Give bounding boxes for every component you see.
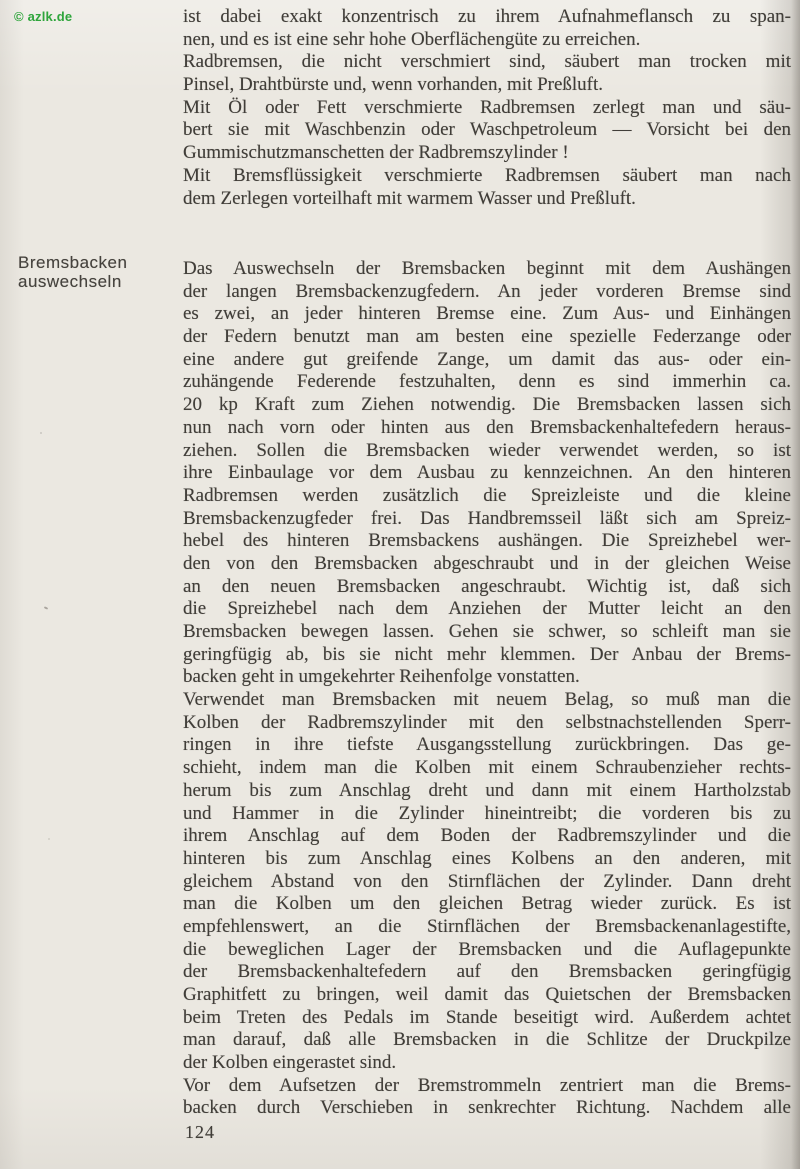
scan-speck xyxy=(40,432,42,434)
text-line: hebel des hinteren Bremsbackens aushängen. Die Spreizhebel wer- xyxy=(183,530,791,552)
page-number: 124 xyxy=(185,1122,215,1142)
text-line: Radbremsen, die nicht verschmiert sind, säubert man trocken mit xyxy=(183,51,791,73)
text-line: Mit Bremsflüssigkeit verschmierte Radbremsen säubert man nach xyxy=(183,164,791,186)
text-line: zuhängende Federende festzuhalten, denn es sind immerhin ca. xyxy=(183,371,791,393)
text-line: eine andere gut greifende Zange, um damit das aus- oder ein- xyxy=(183,348,791,370)
text-line: ihre Einbaulage vor dem Ausbau zu kennzeichnen. An den hinteren xyxy=(183,462,791,484)
text-line: ringen in ihre tiefste Ausgangsstellung zurückbringen. Das ge- xyxy=(183,734,791,756)
watermark-text: © azlk.de xyxy=(14,9,73,24)
scan-edge-shadow xyxy=(791,0,800,1169)
text-line: 20 kp Kraft zum Ziehen notwendig. Die Bremsbacken lassen sich xyxy=(183,394,791,416)
text-line: gleichem Abstand von den Stirnflächen der Zylinder. Dann dreht xyxy=(183,870,791,892)
text-line: schieht, indem man die Kolben mit einem Schraubenzieher rechts- xyxy=(183,757,791,779)
text-line: Das Auswechseln der Bremsbacken beginnt mit dem Aushängen xyxy=(183,258,791,279)
text-line: backen geht in umgekehrter Reihenfolge vonstatten. xyxy=(183,666,580,688)
text-line: Radbremsen werden zusätzlich die Spreizleiste und die kleine xyxy=(183,484,791,506)
text-line: empfehlenswert, an die Stirnflächen der Bremsbackenanlagestifte, xyxy=(183,915,791,937)
text-line: die beweglichen Lager der Bremsbacken und die Auflagepunkte xyxy=(183,938,791,960)
text-line: der Federn benutzt man am besten eine spezielle Federzange oder xyxy=(183,326,791,348)
text-line: der langen Bremsbackenzugfedern. An jeder vorderen Bremse sind xyxy=(183,280,791,302)
text-line: den von den Bremsbacken abgeschraubt und in der gleichen Weise xyxy=(183,552,791,574)
text-line: die Spreizhebel nach dem Anziehen der Mutter leicht an den xyxy=(183,598,791,620)
text-line: Mit Öl oder Fett verschmierte Radbremsen zerlegt man und säu- xyxy=(183,96,791,118)
text-line: man darauf, daß alle Bremsbacken in die Schlitze der Druckpilze xyxy=(183,1029,791,1051)
text-line: Kolben der Radbremszylinder mit den selbstnachstellenden Sperr- xyxy=(183,711,791,733)
text-line: und Hammer in die Zylinder hineintreibt; die vorderen bis zu xyxy=(183,802,791,824)
text-line: man die Kolben um den gleichen Betrag wieder zurück. Es ist xyxy=(183,893,791,915)
text-line: Verwendet man Bremsbacken mit neuem Belag, so muß man die xyxy=(183,689,791,711)
text-line: ziehen. Sollen die Bremsbacken wieder verwendet werden, so ist xyxy=(183,439,791,461)
text-line: beim Treten des Pedals im Stande beseitigt wird. Außerdem achtet xyxy=(183,1006,791,1028)
text-line: Vor dem Aufsetzen der Bremstrommeln zentriert man die Brems- xyxy=(183,1074,791,1096)
margin-note xyxy=(18,253,127,291)
text-line: ihrem Anschlag auf dem Boden der Radbremszylinder und die xyxy=(183,825,791,847)
text-line: Gummischutzmanschetten der Radbremszylinder ! xyxy=(183,142,569,164)
text-line: bert sie mit Waschbenzin oder Waschpetroleum — Vorsicht bei den xyxy=(183,119,791,141)
text-line: hinteren bis zum Anschlag eines Kolbens an den anderen, mit xyxy=(183,847,791,869)
text-line: an den neuen Bremsbacken angeschraubt. Wichtig ist, daß sich xyxy=(183,575,791,597)
margin-note-line-2: auswechseln xyxy=(18,272,122,291)
text-line: Bremsbacken bewegen lassen. Gehen sie schwer, so schleift man sie xyxy=(183,621,791,642)
text-line: herum bis zum Anschlag dreht und dann mit einem Hartholzstab xyxy=(183,779,791,801)
text-line: es zwei, an jeder hinteren Bremse eine. Zum Aus- und Einhängen xyxy=(183,303,791,325)
text-line: geringfügig ab, bis sie nicht mehr klemmen. Der Anbau der Brems- xyxy=(183,643,791,665)
text-block-main xyxy=(183,258,791,1120)
text-line: nen, und es ist eine sehr hohe Oberflächengüte zu erreichen. xyxy=(183,28,641,50)
text-line: backen durch Verschieben in senkrechter Richtung. Nachdem alle xyxy=(183,1097,791,1119)
text-line: Graphitfett zu bringen, weil damit das Quietschen der Bremsbacken xyxy=(183,984,791,1005)
text-line: dem Zerlegen vorteilhaft mit warmem Wasser und Preßluft. xyxy=(183,187,636,209)
text-line: Pinsel, Drahtbürste und, wenn vorhanden, mit Preßluft. xyxy=(183,74,604,96)
text-block-top xyxy=(183,6,791,210)
text-line: Bremsbackenzugfeder frei. Das Handbremsseil läßt sich am Spreiz- xyxy=(183,507,791,529)
text-line: ist dabei exakt konzentrisch zu ihrem Aufnahmeflansch zu span- xyxy=(183,6,791,27)
scan-speck xyxy=(48,838,50,840)
scan-speck xyxy=(44,606,48,610)
text-line: der Bremsbackenhaltefedern auf den Bremsbacken geringfügig xyxy=(183,961,791,983)
text-line: der Kolben eingerastet sind. xyxy=(183,1052,397,1074)
text-line: nun nach vorn oder hinten aus den Bremsbackenhaltefedern heraus- xyxy=(183,416,791,438)
margin-note-line-1: Bremsbacken xyxy=(18,253,128,272)
